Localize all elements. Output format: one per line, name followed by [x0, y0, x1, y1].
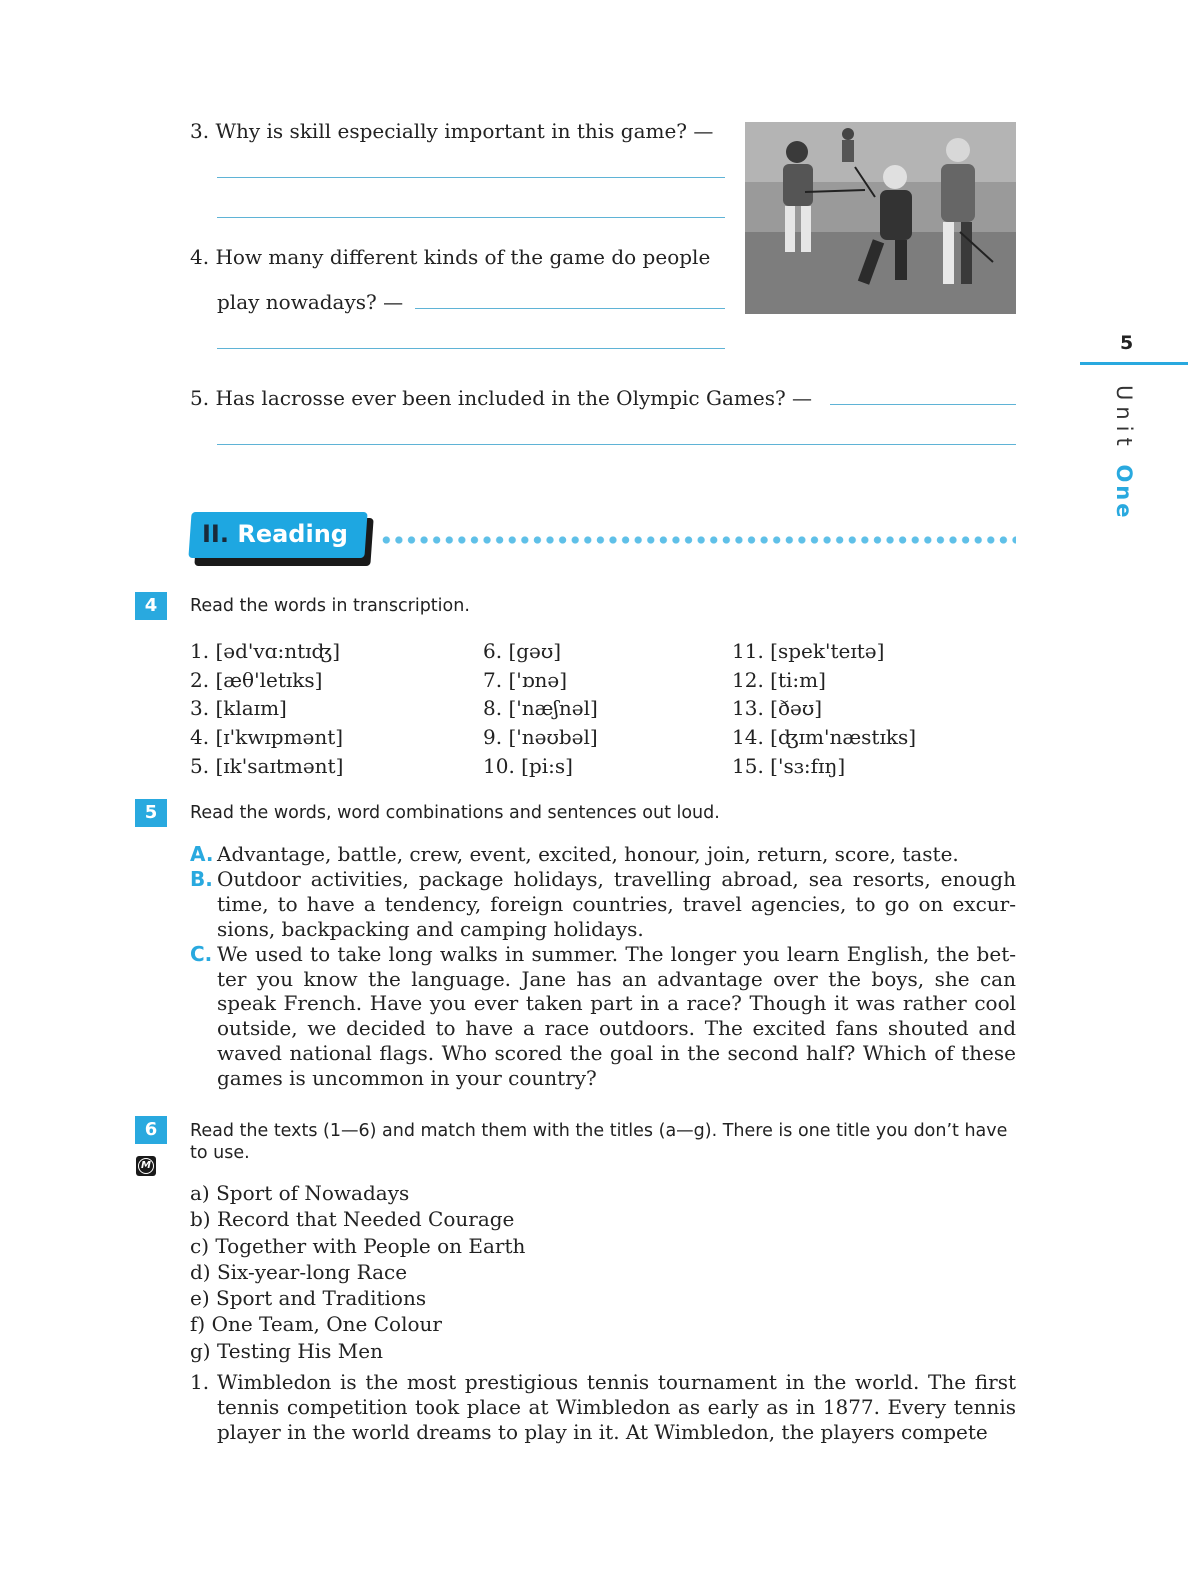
answer-line[interactable] [415, 308, 725, 309]
exercise-instruction: Read the texts (1—6) and match them with the titles (a—g). There is one title you don’t have to use. [190, 1121, 1008, 1163]
section-title [202, 520, 348, 548]
section-name: Reading [237, 520, 348, 548]
media-icon [136, 1156, 156, 1176]
answer-line[interactable] [217, 177, 725, 178]
answer-line[interactable] [217, 348, 725, 349]
transcription-item: 3. [klaɪm] [190, 696, 287, 721]
transcription-item: 6. [gəʊ] [483, 639, 562, 663]
transcription-item: 12. [ti:m] [732, 667, 826, 692]
exercise-number: 6 [135, 1116, 167, 1144]
titles-list [190, 1180, 525, 1364]
section-header [190, 512, 370, 562]
dotted-divider [380, 535, 1016, 545]
title-option: a) Sport of Nowadays [190, 1181, 410, 1205]
media-icon-letter: M [138, 1158, 154, 1174]
item-a [190, 842, 1016, 867]
title-option: f) One Team, One Colour [190, 1312, 442, 1337]
transcription-item: 4. [ɪ'kwɪpmənt] [190, 725, 344, 750]
unit-word: Unit [1112, 385, 1136, 452]
transcription-item: 10. [pi:s] [483, 753, 573, 778]
transcription-item: 7. ['ɒnə] [483, 667, 568, 692]
page-number: 5 [1120, 332, 1134, 354]
item-c [190, 942, 1016, 1091]
text-item [190, 1370, 1016, 1445]
question-4-line2: play nowadays? — [217, 290, 404, 314]
unit-name: One [1112, 464, 1136, 521]
lacrosse-photo [745, 122, 1016, 314]
title-option: c) Together with People on Earth [190, 1233, 526, 1258]
item-text: Advantage, battle, crew, event, excited, honour, join, return, score, taste. [217, 842, 959, 866]
text-body: Wimbledon is the most prestigious tennis tournament in the world. The first tennis competition took place at Wimbledon as early as in 1877. Every tennis player in the world dreams to play in it. At Wimbledon, the players compete [217, 1370, 1016, 1444]
section-number: II. [202, 520, 229, 548]
unit-label [1112, 385, 1136, 520]
transcription-item: 8. ['næʃnəl] [483, 696, 598, 721]
item-text: Outdoor activities, package holidays, travelling abroad, sea resorts, enough time, to have a tendency, foreign countries, travel agencies, to go on excursions, backpacking and camping holidays. [217, 866, 1016, 941]
transcription-item: 1. [əd'vɑ:ntɪʤ] [190, 639, 340, 663]
question-3: 3. Why is skill especially important in this game? — [190, 119, 714, 143]
transcription-item: 5. [ɪk'saɪtmənt] [190, 753, 344, 778]
title-option: g) Testing His Men [190, 1338, 383, 1363]
item-label: B. [190, 866, 213, 891]
transcription-item: 15. ['sɜ:fɪŋ] [732, 753, 846, 778]
text-number: 1. [190, 1370, 210, 1394]
answer-line[interactable] [217, 217, 725, 218]
exercise-instruction: Read the words in transcription. [190, 596, 470, 616]
title-option: d) Six-year-long Race [190, 1259, 408, 1284]
transcription-item: 9. ['nəʊbəl] [483, 725, 598, 750]
item-label: C. [190, 941, 213, 966]
side-divider [1080, 362, 1188, 365]
exercise-instruction: Read the words, word combinations and sentences out loud. [190, 803, 720, 823]
reading-text-1 [190, 1370, 1016, 1445]
title-option: e) Sport and Traditions [190, 1286, 427, 1311]
exercise-5-items [190, 842, 1016, 1091]
answer-line[interactable] [217, 444, 1016, 445]
answer-line[interactable] [830, 404, 1016, 405]
transcription-item: 14. [ʤɪm'næstɪks] [732, 725, 917, 750]
item-label: A. [190, 842, 214, 866]
transcription-item: 11. [spek'teɪtə] [732, 639, 885, 663]
exercise-number: 5 [135, 799, 167, 827]
lacrosse-players-image [745, 122, 1016, 314]
transcription-column-3 [732, 637, 916, 781]
item-text: We used to take long walks in summer. The longer you learn English, the better you know the language. Jane has an advantage over the boys, she can speak French. Have you ever taken part in a race? Though it was rather cool outside, we decided to have a race outdoors. The excited fans shouted and waved national flags. Who scored the goal in the second half? Which of these games is uncommon in your country? [217, 941, 1016, 1091]
transcription-item: 13. [ðəʊ] [732, 696, 823, 721]
transcription-column-2 [483, 637, 598, 781]
question-4-line1: 4. How many different kinds of the game do people [190, 245, 711, 269]
item-b [190, 867, 1016, 942]
title-option: b) Record that Needed Courage [190, 1207, 515, 1232]
transcription-column-1 [190, 637, 343, 781]
exercise-number: 4 [135, 592, 167, 620]
transcription-item: 2. [æθ'letɪks] [190, 667, 323, 692]
question-5: 5. Has lacrosse ever been included in the Olympic Games? — [190, 386, 813, 410]
